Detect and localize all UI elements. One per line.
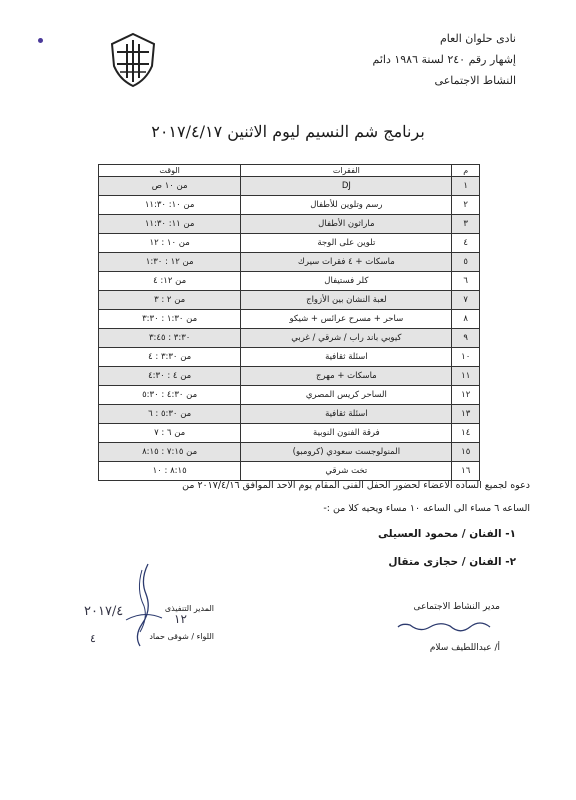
right-signatory-name: أ/ عبداللطيف سلام	[429, 643, 500, 653]
row-time: من ١٠ : ١٢	[99, 234, 241, 253]
artists-list	[378, 520, 516, 576]
row-time: من ٢ : ٣	[99, 291, 241, 310]
row-time: من ٤ : ٤:٣٠	[99, 367, 241, 386]
program-title: برنامج شم النسيم ليوم الاثنين ٢٠١٧/٤/١٧	[151, 122, 425, 141]
row-time: من ٣:٣٠ : ٤	[99, 348, 241, 367]
row-item: رسم وتلوين للأطفال	[241, 196, 452, 215]
invitation-line-2: الساعه ٦ مساء الى الساعه ١٠ مساء ويحيه كلا من :-	[323, 503, 530, 514]
row-num: ٢	[452, 196, 480, 215]
organization-header	[316, 28, 516, 91]
row-num: ١٠	[452, 348, 480, 367]
left-signatory-name: اللواء / شوقى حماد	[149, 632, 214, 641]
row-time: من ١٠ ص	[99, 177, 241, 196]
table-row	[99, 272, 480, 291]
handwritten-note: ٤	[90, 632, 96, 645]
right-signatory-title: مدير النشاط الاجتماعى	[413, 602, 500, 612]
executive-director-signature	[84, 590, 214, 650]
table-row	[99, 424, 480, 443]
row-num: ١٣	[452, 405, 480, 424]
table-row	[99, 367, 480, 386]
row-num: ٥	[452, 253, 480, 272]
row-item: فرقة الفنون النوبية	[241, 424, 452, 443]
org-registration: إشهار رقم ٢٤٠ لسنة ١٩٨٦ دائم	[372, 53, 516, 66]
row-item: ماسكات + ٤ فقرات سيرك	[241, 253, 452, 272]
table-row	[99, 348, 480, 367]
table-row	[99, 253, 480, 272]
row-num: ٣	[452, 215, 480, 234]
table-row	[99, 196, 480, 215]
row-num: ١٤	[452, 424, 480, 443]
row-item: كلر فستيفال	[241, 272, 452, 291]
row-item: ماسكات + مهرج	[241, 367, 452, 386]
row-time: من ٤:٣٠ : ٥:٣٠	[99, 386, 241, 405]
table-row	[99, 291, 480, 310]
row-item: اسئلة ثقافية	[241, 348, 452, 367]
row-item: تخت شرقي	[241, 462, 452, 481]
left-signatory-title: المدير التنفيذى	[164, 604, 214, 613]
table-row	[99, 215, 480, 234]
org-department: النشاط الاجتماعى	[434, 74, 516, 87]
table-row	[99, 386, 480, 405]
ink-dot	[38, 38, 43, 43]
row-item: لعبة النشان بين الأزواج	[241, 291, 452, 310]
row-num: ١١	[452, 367, 480, 386]
table-row	[99, 234, 480, 253]
row-item: ساحر + مسرح عرائس + شيكو	[241, 310, 452, 329]
row-time: من ١:٣٠ : ٣:٣٠	[99, 310, 241, 329]
table-row	[99, 405, 480, 424]
row-time: من ٥:٣٠ : ٦	[99, 405, 241, 424]
row-time: ٨:١٥ : ١٠	[99, 462, 241, 481]
table-row	[99, 443, 480, 462]
row-time: ٣:٣٠ : ٣:٤٥	[99, 329, 241, 348]
row-time: من ١١: ١١:٣٠	[99, 215, 241, 234]
table-row	[99, 329, 480, 348]
artist-1: ١- الفنان / محمود العسيلى	[378, 528, 516, 540]
row-time: من ١٢ : ١:٣٠	[99, 253, 241, 272]
row-num: ٦	[452, 272, 480, 291]
row-time: من ١٠: ١١:٣٠	[99, 196, 241, 215]
header-time: الوقت	[99, 165, 241, 177]
row-num: ٩	[452, 329, 480, 348]
row-time: من ٦ : ٧	[99, 424, 241, 443]
row-item: كيوبي باند راب / شرقي / غربي	[241, 329, 452, 348]
row-num: ٤	[452, 234, 480, 253]
table-row	[99, 310, 480, 329]
schedule-table	[98, 164, 480, 481]
handwritten-day: ١٢	[174, 612, 187, 626]
social-activity-manager-signature	[350, 600, 500, 656]
handwritten-date: ٢٠١٧/٤	[84, 604, 124, 619]
handwritten-signature-icon	[390, 615, 500, 635]
row-item: تلوين على الوجة	[241, 234, 452, 253]
artist-2: ٢- الفنان / حجازى متقال	[388, 556, 516, 568]
row-time: من ٧:١٥ : ٨:١٥	[99, 443, 241, 462]
club-logo-icon	[108, 32, 158, 88]
row-item: الساحر كريس المصري	[241, 386, 452, 405]
row-item: اسئلة ثقافية	[241, 405, 452, 424]
row-num: ١٥	[452, 443, 480, 462]
schedule-body	[99, 177, 480, 481]
org-name: نادى حلوان العام	[439, 32, 516, 45]
row-num: ١٢	[452, 386, 480, 405]
row-item: المنولوجست سعودي (كرومبو)	[241, 443, 452, 462]
header-item: الفقرات	[241, 165, 452, 177]
table-row	[99, 177, 480, 196]
table-header-row	[99, 165, 480, 177]
row-num: ٧	[452, 291, 480, 310]
header-num: م	[452, 165, 480, 177]
invitation-line-1: دعوه لجميع الساده الاعضاء لحضور الحفل الفنى المقام يوم الاحد الموافق ٢٠١٧/٤/١٦ من	[182, 480, 530, 491]
row-num: ٨	[452, 310, 480, 329]
row-time: من ١٢: ٤	[99, 272, 241, 291]
invitation-text	[84, 474, 530, 520]
row-num: ١٦	[452, 462, 480, 481]
row-item: ماراثون الأطفال	[241, 215, 452, 234]
row-num: ١	[452, 177, 480, 196]
row-item: DJ	[241, 177, 452, 196]
